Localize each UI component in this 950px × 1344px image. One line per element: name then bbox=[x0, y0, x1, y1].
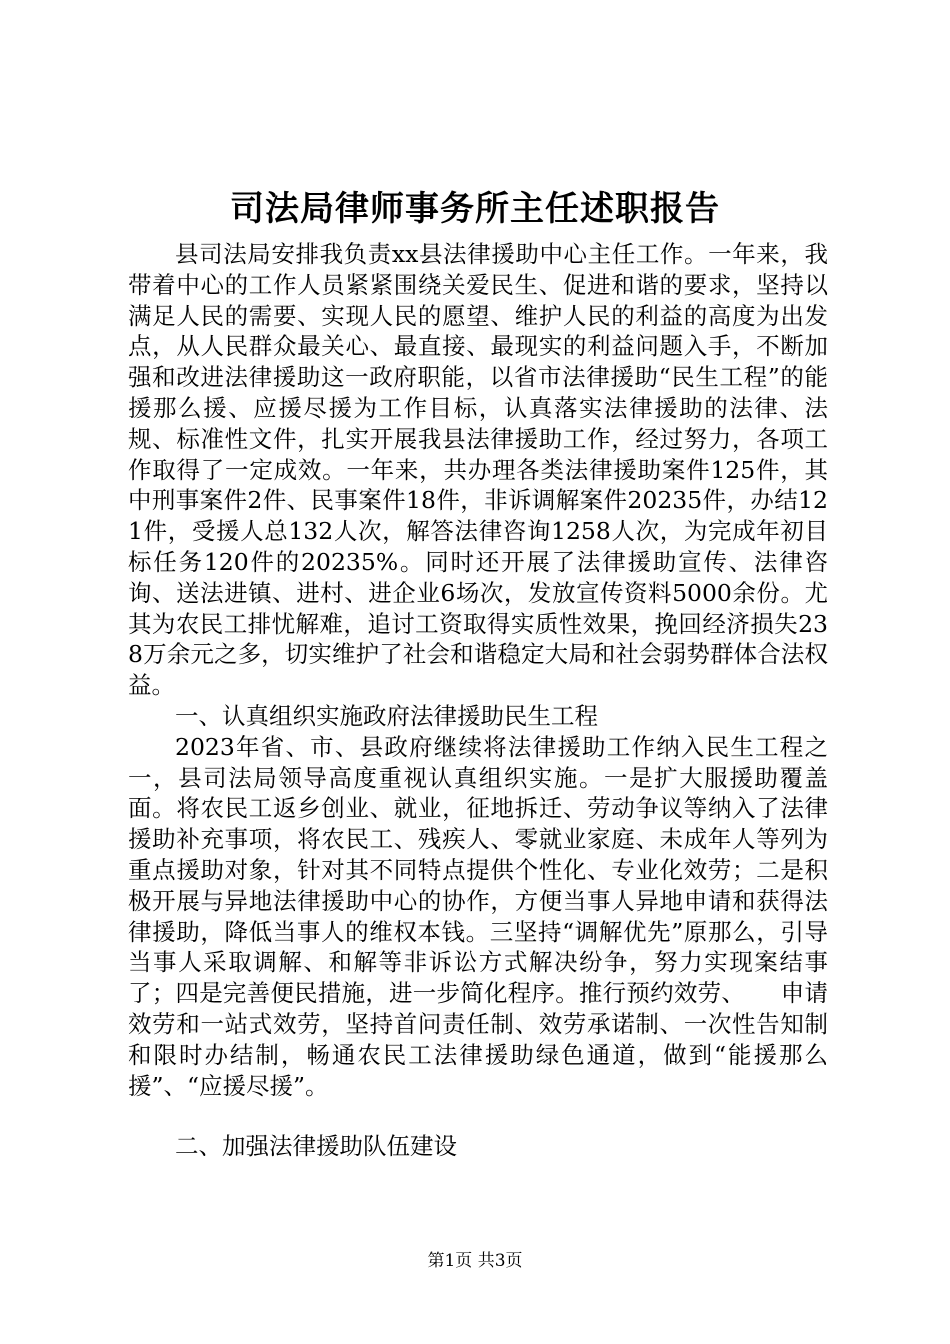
section-1-paragraph: 2023年省、市、县政府继续将法律援助工作纳入民生工程之一，县司法局领导高度重视认真组织实施。一是扩大服援助覆盖面。将农民工返乡创业、就业，征地拆迁、劳动争议等纳入了法律援助补充事项，将农民工、残疾人、零就业家庭、未成年人等列为重点援助对象，针对其不同特点提供个性化、专业化效劳；二是积极开展与异地法律援助中心的协作，方便当事人异地申请和获得法律援助，降低当事人的维权本钱。三坚持“调解优先”原那么，引导当事人采取调解、和解等非诉讼方式解决纷争，努力实现案结事了；四是完善便民措施，进一步简化程序。推行预约效劳、 申请效劳和一站式效劳，坚持首问责任制、效劳承诺制、一次性告知制和限时办结制，畅通农民工法律援助绿色通道，做到“能援那么援”、“应援尽援”。 bbox=[128, 732, 828, 1100]
section-heading-1: 一、认真组织实施政府法律援助民生工程 bbox=[175, 701, 598, 730]
document-title: 司法局律师事务所主任述职报告 bbox=[230, 189, 720, 229]
page-footer: 第1页 共3页 bbox=[427, 1251, 523, 1271]
intro-paragraph: 县司法局安排我负责xx县法律援助中心主任工作。一年来，我带着中心的工作人员紧紧围绕关爱民生、促进和谐的要求，坚持以满足人民的需要、实现人民的愿望、维护人民的利益的高度为出发点，从人民群众最关心、最直接、最现实的利益问题入手，不断加强和改进法律援助这一政府职能，以省市法律援助“民生工程”的能援那么援、应援尽援为工作目标，认真落实法律援助的法律、法规、标准性文件，扎实开展我县法律援助工作，经过努力，各项工作取得了一定成效。一年来，共办理各类法律援助案件125件，其中刑事案件2件、民事案件18件，非诉调解案件20235件，办结121件，受援人总132人次，解答法律咨询1258人次，为完成年初目标任务120件的20235%。同时还开展了法律援助宣传、法律咨询、送法进镇、进村、进企业6场次，发放宣传资料5000余份。尤其为农民工排忧解难，追讨工资取得实质性效果，挽回经济损失238万余元之多，切实维护了社会和谐稳定大局和社会弱势群体合法权益。 bbox=[128, 240, 828, 700]
paragraph-spacer bbox=[128, 1101, 828, 1131]
document-body bbox=[128, 239, 828, 1162]
section-heading-2: 二、加强法律援助队伍建设 bbox=[175, 1132, 457, 1161]
